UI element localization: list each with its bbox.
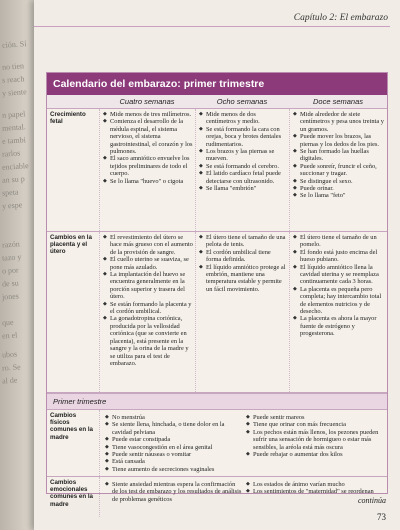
box-title: Calendario del embarazo: primer trimestre xyxy=(47,73,387,95)
bullet-item: ◆ Los sentimientos de "maternidad" se reordenan xyxy=(246,488,383,495)
bullet-item: ◆ Puede mover los brazos, las piernas y los dedos de los pies. xyxy=(293,133,385,148)
bullet-item: ◆ El útero tiene el tamaño de un pomelo. xyxy=(293,234,385,249)
bullet-item: ◆ Se distingue el sexo. xyxy=(293,178,385,185)
bullet-item: ◆ El útero tiene el tamaño de una pelota de tenis. xyxy=(199,234,287,249)
bullet-item: ◆ La implantación del huevo se encuentra generalmente en la porción superior y trasera del útero. xyxy=(103,271,193,301)
cell xyxy=(195,232,289,392)
wide-cell xyxy=(99,477,387,517)
bullet-item: ◆ Se está formando el cerebro. xyxy=(199,163,287,170)
bullet-list xyxy=(293,111,385,200)
bullet-item: ◆ Siente ansiedad mientras espera la confirmación de los test de embarazo y los resultados de análisis de problemas genéticos xyxy=(105,481,242,503)
bullet-item: ◆ Se siente llena, hinchada, o tiene dolor en la cavidad pelviana xyxy=(105,421,242,436)
bullet-item: ◆ Se lo llama "feto" xyxy=(293,192,385,199)
bullet-item: ◆ Se lo llama "huevo" o cigota xyxy=(103,178,193,185)
bullet-item: ◆ Los pechos están más llenos, los pezones pueden sufrir una sensación de hormigueo o estar más sensibles, la aréola está más oscura xyxy=(246,429,383,451)
bullet-item: ◆ Se está formando la cara con orejas, boca y brotes dentales rudimentarios. xyxy=(199,126,287,148)
previous-page-edge: ción. Sí no tien s reach y siente n papel mental. e tambi rarlos enciable an su p speta y espe razón tazo y o por de su jones que en el ubos ro. Se al de xyxy=(0,0,38,530)
bullet-list xyxy=(246,481,383,496)
bullet-item: ◆ El cuello uterino se suaviza, se pone más azulado. xyxy=(103,256,193,271)
cell xyxy=(289,232,387,392)
bullet-list xyxy=(199,234,287,293)
bullet-item: ◆ Los brazos y las piernas se mueven. xyxy=(199,148,287,163)
bullet-item: ◆ El líquido amniótico protege al embrión, mantiene una temperatura estable y permite un fácil movimiento. xyxy=(199,264,287,294)
bullet-list xyxy=(103,111,193,185)
bullet-item: ◆ Tiene vasocongestión en el área genital xyxy=(105,444,242,451)
bullet-item: ◆ El fondo está justo encima del hueso pubiano. xyxy=(293,249,385,264)
bullet-item: ◆ Puede rebajar o aumentar dos kilos xyxy=(246,451,383,458)
bullet-list xyxy=(105,481,242,503)
row-label: Crecimiento fetal xyxy=(50,111,86,126)
column-header-eight-weeks: Ocho semanas xyxy=(216,97,268,106)
bullet-item: ◆ El saco amniótico envuelve los tejidos preliminares de todo el cuerpo. xyxy=(103,155,193,177)
bullet-list xyxy=(105,414,242,473)
bullet-item: ◆ Puede sentir mareos xyxy=(246,414,383,421)
cell xyxy=(289,109,387,231)
chapter-header: Capítulo 2: El embarazo xyxy=(293,13,388,23)
bullet-item: ◆ Tiene que orinar con más frecuencia xyxy=(246,421,383,428)
row-label: Cambios físicos comunes en la madre xyxy=(50,412,93,441)
bullet-item: ◆ La gonadotropina coriónica, producida por la vellosidad coriónica (que se convierte en placenta), está presente en la sangre y la orina de la madre y se utiliza para el test de embarazo. xyxy=(103,315,193,367)
row-emotional-changes xyxy=(47,477,387,517)
row-fetal-growth xyxy=(47,109,387,232)
bullet-item: ◆ Tiene aumento de secreciones vaginales xyxy=(105,466,242,473)
bullet-item: ◆ No menstrúa xyxy=(105,414,242,421)
bullet-item: ◆ Se están formando la placenta y el cordón umbilical. xyxy=(103,301,193,316)
bullet-item: ◆ El revestimiento del útero se hace más grueso con el aumento de la provisión de sangre. xyxy=(103,234,193,256)
column-header-four-weeks: Cuatro semanas xyxy=(119,97,175,106)
bullet-list xyxy=(103,234,193,367)
cell xyxy=(99,232,195,392)
bullet-item: ◆ Mide menos de tres milímetros. xyxy=(103,111,193,118)
bullet-item: ◆ Puede sonreír, fruncir el ceño, succionar y tragar. xyxy=(293,163,385,178)
bullet-item: ◆ La placenta es ahora la mayor fuente de estrógeno y progesterona. xyxy=(293,315,385,337)
bullet-item: ◆ Puede sentir náuseas o vomitar xyxy=(105,451,242,458)
cell-half xyxy=(103,412,244,474)
book-page xyxy=(34,0,400,530)
row-physical-changes xyxy=(47,410,387,477)
bullet-list xyxy=(199,111,287,192)
wide-cell xyxy=(99,410,387,476)
bullet-item: ◆ Se han formado las huellas digitales. xyxy=(293,148,385,163)
bullet-item: ◆ Los estados de ánimo varían mucho xyxy=(246,481,383,488)
row-label: Cambios en la placenta y el útero xyxy=(50,234,92,256)
column-header-row xyxy=(47,95,387,109)
bullet-list xyxy=(246,414,383,458)
bullet-item: ◆ Mide menos de dos centímetros y medio. xyxy=(199,111,287,126)
bullet-item: ◆ Comienza el desarrollo de la médula espinal, el sistema nervioso, el sistema gastrointestinal, el corazón y los pulmones. xyxy=(103,118,193,155)
header-rule xyxy=(34,26,390,27)
bullet-item: ◆ La placenta es pequeña pero completa; hay intercambio total de elementos nutricios y de desecho. xyxy=(293,286,385,316)
bullet-item: ◆ Puede estar constipada xyxy=(105,436,242,443)
page-number: 73 xyxy=(377,512,386,522)
row-label: Cambios emocionales comunes en la madre xyxy=(50,479,93,508)
continued-note: continúa xyxy=(358,496,386,505)
column-header-twelve-weeks: Doce semanas xyxy=(312,97,364,106)
bullet-item: ◆ El latido cardíaco fetal puede detectarse con ultrasonido. xyxy=(199,170,287,185)
cell-half xyxy=(103,479,244,515)
cell xyxy=(195,109,289,231)
bullet-item: ◆ El cordón umbilical tiene forma definida. xyxy=(199,249,287,264)
bullet-item: ◆ Puede orinar. xyxy=(293,185,385,192)
bullet-item: ◆ Se llama "embrión" xyxy=(199,185,287,192)
cell xyxy=(99,109,195,231)
bullet-item: ◆ Mide alrededor de siete centímetros y pesa unos treinta y un gramos. xyxy=(293,111,385,133)
bullet-item: ◆ Está cansada xyxy=(105,458,242,465)
bullet-list xyxy=(293,234,385,338)
row-placenta-uterus xyxy=(47,232,387,393)
section-subtitle: Primer trimestre xyxy=(47,393,387,410)
column-header-empty xyxy=(47,95,99,108)
cell-half xyxy=(244,412,385,474)
bullet-item: ◆ El líquido amniótico llena la cavidad uterina y se reemplaza continuamente cada 3 horas. xyxy=(293,264,385,286)
